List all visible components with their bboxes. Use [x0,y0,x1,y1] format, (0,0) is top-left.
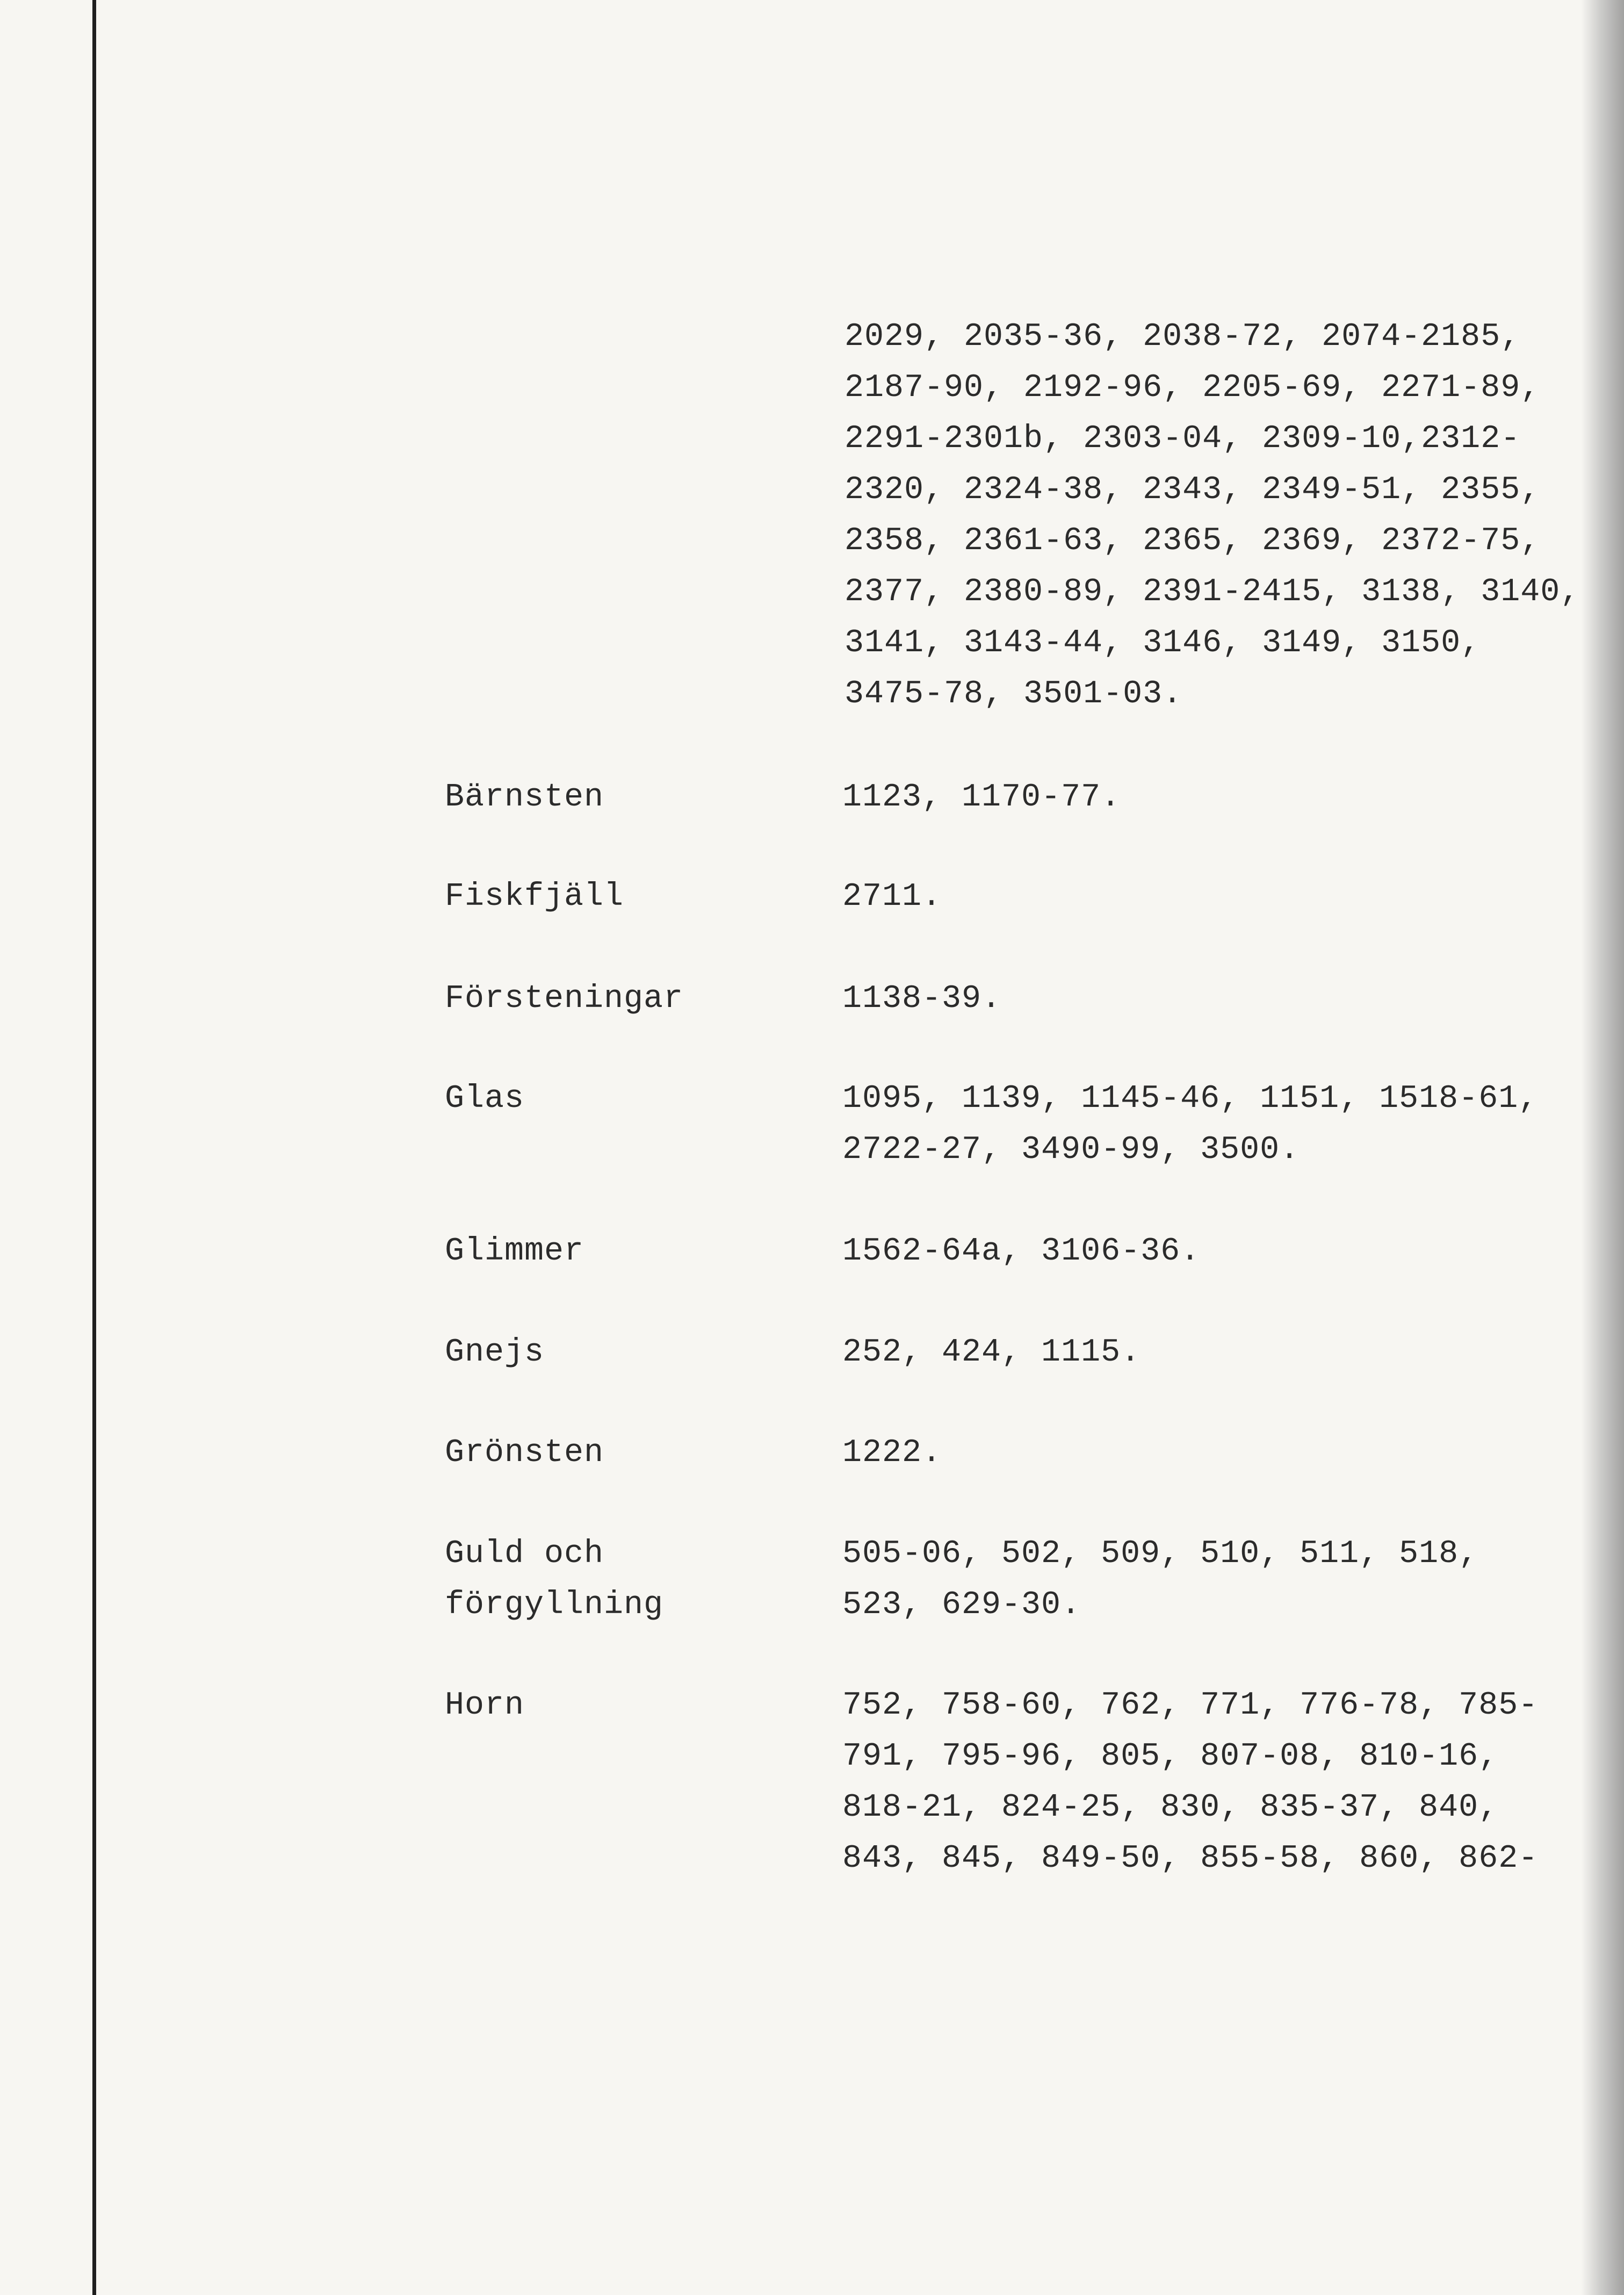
entry-refs: 1095, 1139, 1145-46, 1151, 1518-61, 2722-27, 3490-99, 3500. [842,1081,1539,1168]
ref-line: 3475-78, 3501-03. [845,676,1183,713]
entry-term: Glimmer [445,1233,584,1270]
entry-refs: 1123, 1170-77. [842,779,1121,816]
ref-line: 2358, 2361-63, 2365, 2369, 2372-75, [845,523,1541,559]
entry-refs: 505-06, 502, 509, 510, 511, 518, 523, 629-30. [842,1536,1479,1623]
ref-line: 2029, 2035-36, 2038-72, 2074-2185, [845,319,1521,355]
entry-refs: 1222. [842,1435,942,1471]
entry-term: Fiskfjäll [445,879,624,915]
ref-line: 2320, 2324-38, 2343, 2349-51, 2355, [845,472,1541,508]
left-margin-rule [92,0,96,2295]
entry-refs: 2711. [842,879,942,915]
entry-refs: 1562-64a, 3106-36. [842,1233,1201,1270]
entry-refs: 252, 424, 1115. [842,1334,1141,1371]
ref-line: 2291-2301b, 2303-04, 2309-10,2312- [845,421,1521,457]
ref-line: 2187-90, 2192-96, 2205-69, 2271-89, [845,370,1541,406]
ref-line: 3141, 3143-44, 3146, 3149, 3150, [845,625,1481,661]
entry-term: Guld och förgyllning [445,1536,664,1623]
entry-term: Gnejs [445,1334,545,1371]
entry-term: Glas [445,1081,525,1117]
entry-term: Grönsten [445,1435,604,1471]
entry-refs: 752, 758-60, 762, 771, 776-78, 785- 791, 795-96, 805, 807-08, 810-16, 818-21, 824-25, 830, 835-37, 840, 843, 845, 849-50, 855-58, 860, 862- [842,1687,1539,1877]
continuation-refs [845,312,1597,720]
entry-term: Försteningar [445,981,684,1017]
ref-line: 2377, 2380-89, 2391-2415, 3138, 3140, [845,574,1580,610]
entry-term: Horn [445,1687,525,1724]
entry-refs: 1138-39. [842,981,1002,1017]
entry-term: Bärnsten [445,779,604,816]
